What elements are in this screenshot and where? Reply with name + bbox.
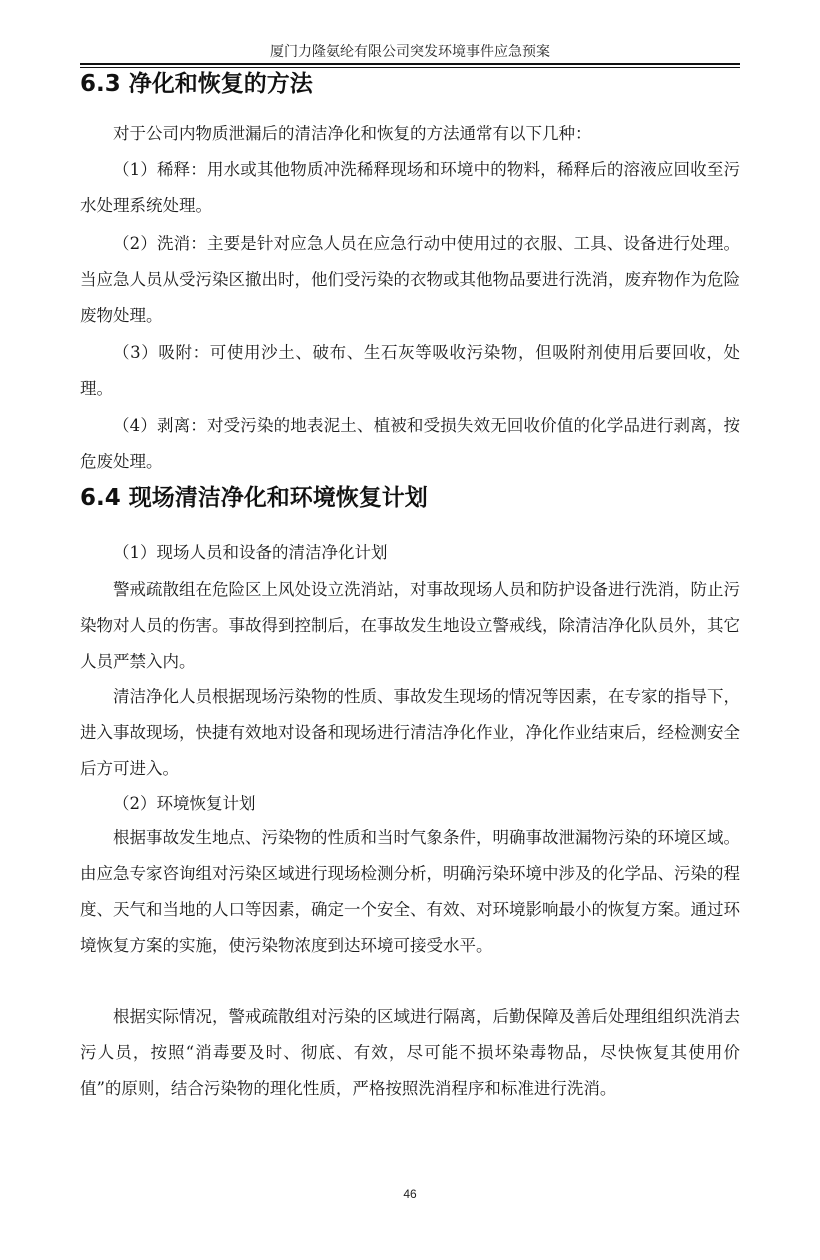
paragraph: 清洁净化人员根据现场污染物的性质、事故发生现场的情况等因素，在专家的指导下，进入事故现场，快捷有效地对设备和现场进行清洁净化作业，净化作业结束后，经检测安全后方可进入。: [80, 687, 740, 778]
paragraph: （4）剥离：对受污染的地表泥土、植被和受损失效无回收价值的化学品进行剥离，按危废处理。: [80, 416, 740, 471]
paragraph: （3）吸附：可使用沙土、破布、生石灰等吸收污染物，但吸附剂使用后要回收，处理。: [80, 343, 740, 398]
paragraph: 对于公司内物质泄漏后的清洁净化和恢复的方法通常有以下几种：: [113, 124, 592, 143]
paragraph: （2）洗消：主要是针对应急人员在应急行动中使用过的衣服、工具、设备进行处理。当应急人员从受污染区撤出时，他们受污染的衣物或其他物品要进行洗消，废弃物作为危险废物处理。: [80, 234, 740, 325]
header-rule-thin: [80, 67, 740, 68]
paragraph: 根据事故发生地点、污染物的性质和当时气象条件，明确事故泄漏物污染的环境区域。由应急专家咨询组对污染区域进行现场检测分析，明确污染环境中涉及的化学品、污染的程度、天气和当地的人口等因素，确定一个安全、有效、对环境影响最小的恢复方案。通过环境恢复方案的实施，使污染物浓度到达环境可接受水平。: [80, 828, 740, 955]
running-header: 厦门力隆氨纶有限公司突发环境事件应急预案: [270, 44, 550, 60]
paragraph: 根据实际情况，警戒疏散组对污染的区域进行隔离，后勤保障及善后处理组组织洗消去污人员，按照“消毒要及时、彻底、有效，尽可能不损坏染毒物品，尽快恢复其使用价值”的原则，结合污染物的理化性质，严格按照洗消程序和标准进行洗消。: [80, 1007, 740, 1098]
paragraph: （1）稀释：用水或其他物质冲洗稀释现场和环境中的物料，稀释后的溶液应回收至污水处理系统处理。: [80, 160, 740, 215]
sub-heading: （2）环境恢复计划: [113, 794, 256, 813]
sub-heading: （1）现场人员和设备的清洁净化计划: [113, 543, 388, 562]
page-number: 46: [403, 1187, 417, 1201]
section-heading-6-3: 6.3 净化和恢复的方法: [80, 71, 313, 97]
header-rule-thick: [80, 63, 740, 65]
paragraph: 警戒疏散组在危险区上风处设立洗消站，对事故现场人员和防护设备进行洗消，防止污染物对人员的伤害。事故得到控制后，在事故发生地设立警戒线，除清洁净化队员外，其它人员严禁入内。: [80, 580, 740, 671]
section-heading-6-4: 6.4 现场清洁净化和环境恢复计划: [80, 485, 428, 511]
